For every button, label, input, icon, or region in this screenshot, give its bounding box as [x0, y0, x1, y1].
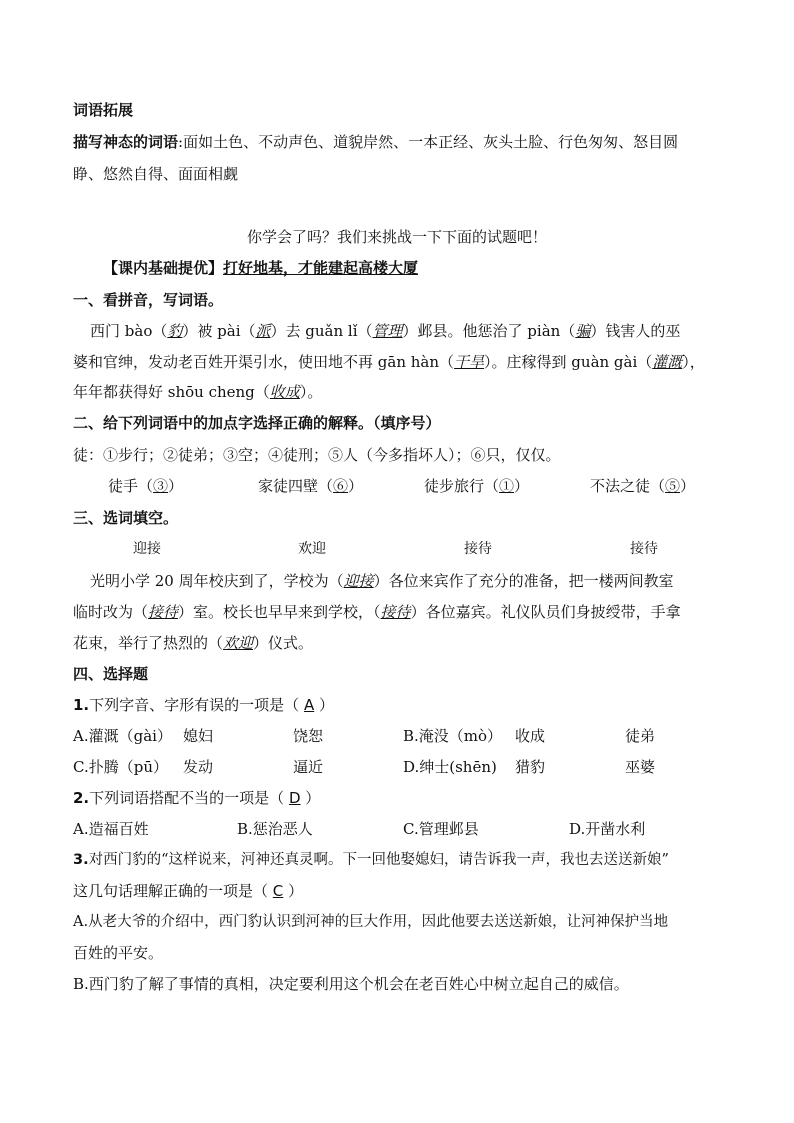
section-head — [103, 257, 734, 279]
q4-3-number: 3. — [73, 852, 89, 868]
q2-item — [590, 475, 695, 497]
q4-1-option: 收成 — [515, 727, 546, 745]
q1-text: 西门 bào（ — [90, 322, 168, 340]
q4-3-end: ） — [288, 882, 304, 900]
q3-option: 接待 — [464, 541, 492, 557]
q3-option: 迎接 — [133, 541, 161, 557]
q3-title: 三、选词填空。 — [73, 509, 179, 527]
q3-text: 光明小学 20 周年校庆到了，学校为（ — [90, 572, 344, 590]
q3-text: 花束，举行了热烈的（ — [73, 634, 224, 652]
q3-text: ）各位来宾作了充分的准备，把一楼两间教室 — [373, 572, 674, 590]
q4-1-answer: A — [303, 696, 315, 714]
q2-item-end: ） — [514, 477, 530, 495]
q4-3-stem-line1 — [73, 849, 734, 871]
q4-1-stem-text: 下列字音、字形有误的一项是（ — [89, 696, 300, 714]
q2-item-answer: ⑤ — [665, 477, 681, 495]
q4-2-number: 2. — [73, 789, 90, 807]
q1-line1 — [90, 320, 734, 342]
expansion-desc-label: 描写神态的词语 — [73, 133, 179, 151]
q4-title: 四、选择题 — [73, 665, 149, 683]
q2-item-word: 不法之徒（ — [590, 477, 666, 495]
q4-2-option: A.造福百姓 — [73, 820, 149, 838]
q3-option: 接待 — [630, 541, 658, 557]
q1-answer-2: 派 — [255, 322, 271, 340]
q1-text: ）去 guǎn lǐ（ — [270, 322, 373, 340]
challenge-text: 你学会了吗？我们来挑战一下下面的试题吧！ — [246, 228, 547, 246]
expansion-desc-line1 — [73, 131, 734, 153]
q1-answer-7: 收成 — [269, 383, 300, 401]
q3-text: ）室。校长也早早来到学校，（ — [178, 603, 381, 621]
q1-text: ）邺县。他惩治了 piàn（ — [402, 322, 576, 340]
q1-answer-1: 豹 — [167, 322, 183, 340]
q3-line1 — [90, 570, 734, 592]
q4-3-stem-line2 — [73, 880, 734, 902]
q4-3-stem-text: 对西门豹的“这样说来，河神还真灵啊。下一回他娶媳妇，请告诉我一声，我也去送送新娘” — [88, 852, 669, 868]
q4-2-stem — [73, 787, 734, 809]
q1-title: 一、看拼音，写词语。 — [73, 291, 224, 309]
q4-2-option: C.管理邺县 — [403, 820, 479, 838]
q4-3-answer: C — [272, 882, 284, 900]
expansion-desc-line2: 睁、悠然自得、面面相觑 — [73, 165, 239, 183]
section-bracket: 【课内基础提优】 — [103, 259, 224, 277]
q1-text: ）钱害人的巫 — [590, 322, 681, 340]
q2-title: 二、给下列词语中的加点字选择正确的解释。（填序号） — [73, 414, 441, 432]
q3-line3 — [73, 632, 734, 654]
q2-item — [424, 475, 529, 497]
q3-answer-3: 接待 — [380, 603, 411, 621]
q3-answer-4: 欢迎 — [223, 634, 254, 652]
q4-1-stem — [73, 694, 734, 716]
q4-1-option: 猎豹 — [515, 758, 546, 776]
q2-item-answer: ⑥ — [333, 477, 349, 495]
q2-item — [258, 475, 363, 497]
q1-line2 — [73, 351, 734, 373]
q1-text: ）被 pài（ — [182, 322, 256, 340]
q4-2-option: B.惩治恶人 — [237, 820, 313, 838]
q2-item-word: 徒步旅行（ — [424, 477, 500, 495]
q4-1-option: 饶恕 — [293, 727, 324, 745]
q4-1-option: 逼近 — [293, 758, 324, 776]
q3-answer-2: 接待 — [148, 603, 179, 621]
q4-1-end: ） — [318, 696, 334, 714]
q2-item-word: 家徒四壁（ — [258, 477, 334, 495]
q4-1-option: 徒弟 — [625, 727, 656, 745]
expansion-title: 词语拓展 — [73, 101, 134, 119]
q4-2-answer: D — [288, 789, 301, 807]
q4-3-stem-text: 这几句话理解正确的一项是（ — [73, 882, 269, 900]
q3-text: ）仪式。 — [253, 634, 314, 652]
q3-text: 临时改为（ — [73, 603, 149, 621]
q2-meanings: 徒：①步行；②徒弟；③空；④徒刑；⑤人（今多指坏人）；⑥只，仅仅。 — [73, 446, 561, 464]
q2-item-word: 徒手（ — [108, 477, 154, 495]
q3-text: ）各位嘉宾。礼仪队员们身披绶带，手拿 — [410, 603, 681, 621]
q2-item-answer: ① — [499, 477, 515, 495]
q4-2-option: D.开凿水利 — [569, 820, 646, 838]
q2-item — [108, 475, 183, 497]
q1-answer-6: 灌溉 — [652, 353, 683, 371]
q1-text: 婆和官绅，发动老百姓开渠引水，使田地不再 gān hàn（ — [73, 353, 455, 371]
q1-text: 年年都获得好 shōu cheng（ — [73, 383, 270, 401]
q4-1-option: A.灌溉（gài） — [73, 727, 172, 745]
section-motto: 打好地基，才能建起高楼大厦 — [223, 259, 419, 277]
q4-1-option: D.绅士(shēn) — [403, 758, 497, 776]
q4-1-option: 媳妇 — [183, 727, 214, 745]
q1-answer-3: 管理 — [372, 322, 403, 340]
q4-1-number: 1. — [73, 696, 90, 714]
q3-answer-1: 迎接 — [343, 572, 374, 590]
q1-line3 — [73, 381, 734, 403]
q1-answer-4: 骗 — [575, 322, 591, 340]
q4-3-option-a-line2: 百姓的平安。 — [73, 944, 164, 962]
q1-text: ）。 — [299, 383, 323, 401]
q4-3-option-b: B.西门豹了解了事情的真相，决定要利用这个机会在老百姓心中树立起自己的威信。 — [73, 975, 629, 993]
q4-1-option: 巫婆 — [625, 758, 656, 776]
q3-option: 欢迎 — [298, 541, 326, 557]
q4-2-stem-text: 下列词语搭配不当的一项是（ — [89, 789, 285, 807]
q4-1-option: B.淹没（mò） — [403, 727, 503, 745]
q1-text: ）， — [682, 353, 705, 371]
q2-item-end: ） — [680, 477, 696, 495]
q4-3-option-a-line1: A.从老大爷的介绍中，西门豹认识到河神的巨大作用，因此他要去送送新娘，让河神保护当地 — [73, 914, 669, 930]
q3-line2 — [73, 601, 734, 623]
q4-1-option: C.扑腾（pū） — [73, 758, 168, 776]
q1-text: ）。庄稼得到 guàn gài（ — [484, 353, 653, 371]
q2-item-answer: ③ — [153, 477, 169, 495]
q2-item-end: ） — [348, 477, 364, 495]
q4-2-end: ） — [305, 789, 321, 807]
expansion-desc-text1: :面如土色、不动声色、道貌岸然、一本正经、灰头土脸、行色匆匆、怒目圆 — [178, 133, 679, 151]
q4-1-option: 发动 — [183, 758, 214, 776]
q1-answer-5: 干旱 — [454, 353, 485, 371]
q2-item-end: ） — [168, 477, 184, 495]
